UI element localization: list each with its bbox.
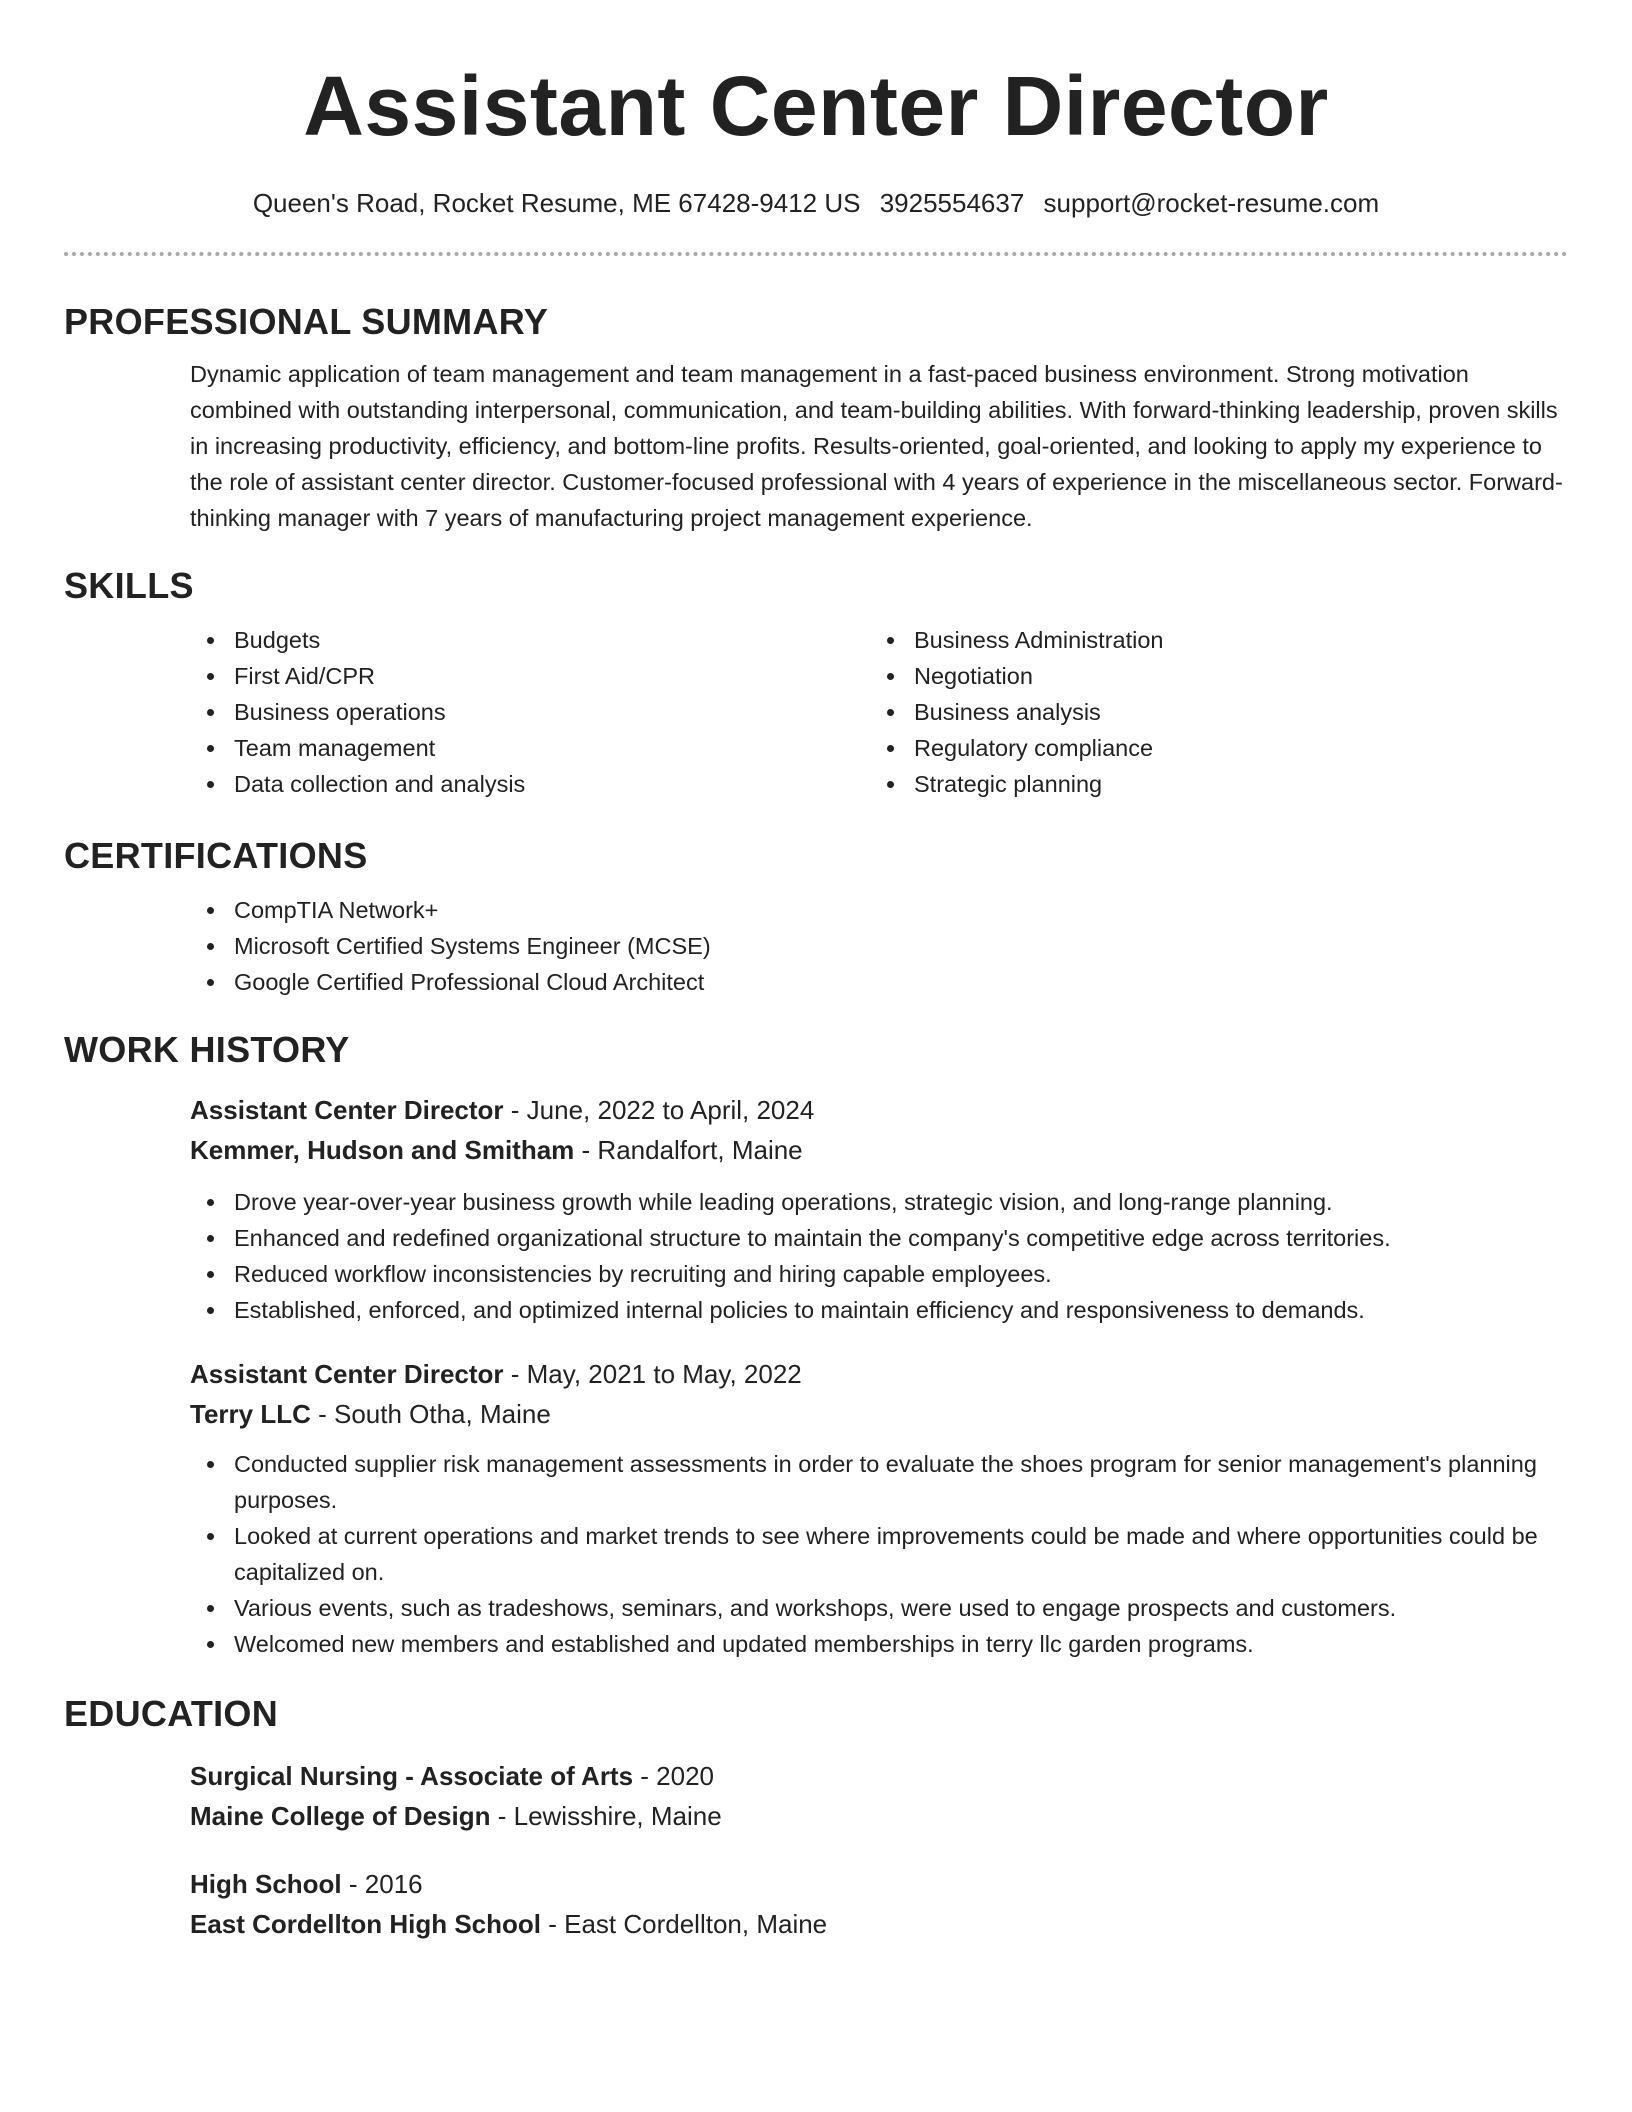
- job-company: Terry LLC: [190, 1399, 311, 1429]
- job-dates: - May, 2021 to May, 2022: [503, 1359, 802, 1389]
- education-school-line: [190, 1904, 1568, 1944]
- section-title: WORK HISTORY: [64, 1029, 350, 1070]
- certification-item: Microsoft Certified Systems Engineer (MCSE): [190, 928, 1568, 964]
- resume-name: Assistant Center Director: [303, 59, 1329, 153]
- certification-item: Google Certified Professional Cloud Architect: [190, 964, 1568, 1000]
- education-section: [64, 1692, 1568, 1944]
- education-school: Maine College of Design: [190, 1801, 491, 1831]
- skill-item: Team management: [190, 730, 870, 766]
- job-location: - South Otha, Maine: [310, 1399, 551, 1429]
- section-title: PROFESSIONAL SUMMARY: [64, 301, 549, 342]
- job-bullet: Welcomed new members and established and updated memberships in terry llc garden programs.: [190, 1626, 1568, 1662]
- skill-item: Negotiation: [870, 658, 1550, 694]
- education-location: - East Cordellton, Maine: [541, 1909, 828, 1939]
- skill-item: First Aid/CPR: [190, 658, 870, 694]
- job-bullet: Various events, such as tradeshows, seminars, and workshops, were used to engage prospects and customers.: [190, 1590, 1568, 1626]
- contact-email: support@rocket-resume.com: [1043, 188, 1380, 218]
- job-location: - Randalfort, Maine: [574, 1135, 803, 1165]
- education-degree-line: [190, 1756, 1568, 1796]
- skill-item: Data collection and analysis: [190, 766, 870, 802]
- certifications-list: [190, 892, 1568, 1000]
- job-bullets: [190, 1184, 1568, 1328]
- job-bullet: Established, enforced, and optimized internal policies to maintain efficiency and responsiveness to demands.: [190, 1292, 1568, 1328]
- job-company: Kemmer, Hudson and Smitham: [190, 1135, 575, 1165]
- certifications-section: [64, 834, 1568, 1000]
- education-degree-line: [190, 1864, 1568, 1904]
- education-entry: [190, 1756, 1568, 1836]
- education-year: - 2016: [341, 1869, 423, 1899]
- skill-item: Strategic planning: [870, 766, 1550, 802]
- skills-list-left: [190, 622, 870, 802]
- section-title: CERTIFICATIONS: [64, 835, 368, 876]
- skill-item: Business analysis: [870, 694, 1550, 730]
- job-bullet: Reduced workflow inconsistencies by recruiting and hiring capable employees.: [190, 1256, 1568, 1292]
- job-role: Assistant Center Director: [190, 1359, 504, 1389]
- education-school: East Cordellton High School: [190, 1909, 542, 1939]
- skill-item: Business operations: [190, 694, 870, 730]
- section-title: EDUCATION: [64, 1693, 279, 1734]
- education-degree: Surgical Nursing - Associate of Arts: [190, 1761, 634, 1791]
- job-bullet: Conducted supplier risk management assessments in order to evaluate the shoes program for senior management's planning purposes.: [190, 1446, 1568, 1518]
- job-entry: [190, 1354, 1568, 1662]
- skills-list-right: [870, 622, 1550, 802]
- header-divider: [64, 252, 1568, 256]
- skills-section: [64, 564, 1568, 802]
- section-title: SKILLS: [64, 565, 194, 606]
- summary-text: Dynamic application of team management and team management in a fast-paced business environment. Strong motivation combined with outstanding interpersonal, communication, and team-building abilities. With forward-thinking leadership, proven skills in increasing productivity, efficiency, and bottom-line profits. Results-oriented, goal-oriented, and looking to apply my experience to the role of assistant center director. Customer-focused professional with 4 years of experience in the miscellaneous sector. Forward-thinking manager with 7 years of manufacturing project management experience.: [190, 361, 1563, 531]
- contact-phone: 3925554637: [879, 188, 1025, 218]
- contact-line: [64, 186, 1568, 220]
- job-dates: - June, 2022 to April, 2024: [503, 1095, 815, 1125]
- job-bullet: Drove year-over-year business growth while leading operations, strategic vision, and long-range planning.: [190, 1184, 1568, 1220]
- contact-address: Queen's Road, Rocket Resume, ME 67428-9412 US: [252, 188, 861, 218]
- work-history-section: [64, 1028, 1568, 1662]
- job-company-line: [190, 1394, 1568, 1434]
- job-bullet: Enhanced and redefined organizational structure to maintain the company's competitive edge across territories.: [190, 1220, 1568, 1256]
- skill-item: Business Administration: [870, 622, 1550, 658]
- job-company-line: [190, 1130, 1568, 1170]
- job-bullets: [190, 1446, 1568, 1662]
- skill-item: Regulatory compliance: [870, 730, 1550, 766]
- education-school-line: [190, 1796, 1568, 1836]
- job-bullet: Looked at current operations and market trends to see where improvements could be made and where opportunities could be capitalized on.: [190, 1518, 1568, 1590]
- resume-page: [64, 0, 1568, 1944]
- education-degree: High School: [190, 1869, 342, 1899]
- education-year: - 2020: [633, 1761, 715, 1791]
- education-location: - Lewisshire, Maine: [490, 1801, 722, 1831]
- education-entry: [190, 1864, 1568, 1944]
- job-role: Assistant Center Director: [190, 1095, 504, 1125]
- certification-item: CompTIA Network+: [190, 892, 1568, 928]
- job-entry: [190, 1090, 1568, 1328]
- summary-section: [64, 300, 1568, 536]
- skill-item: Budgets: [190, 622, 870, 658]
- job-role-line: [190, 1090, 1568, 1130]
- job-role-line: [190, 1354, 1568, 1394]
